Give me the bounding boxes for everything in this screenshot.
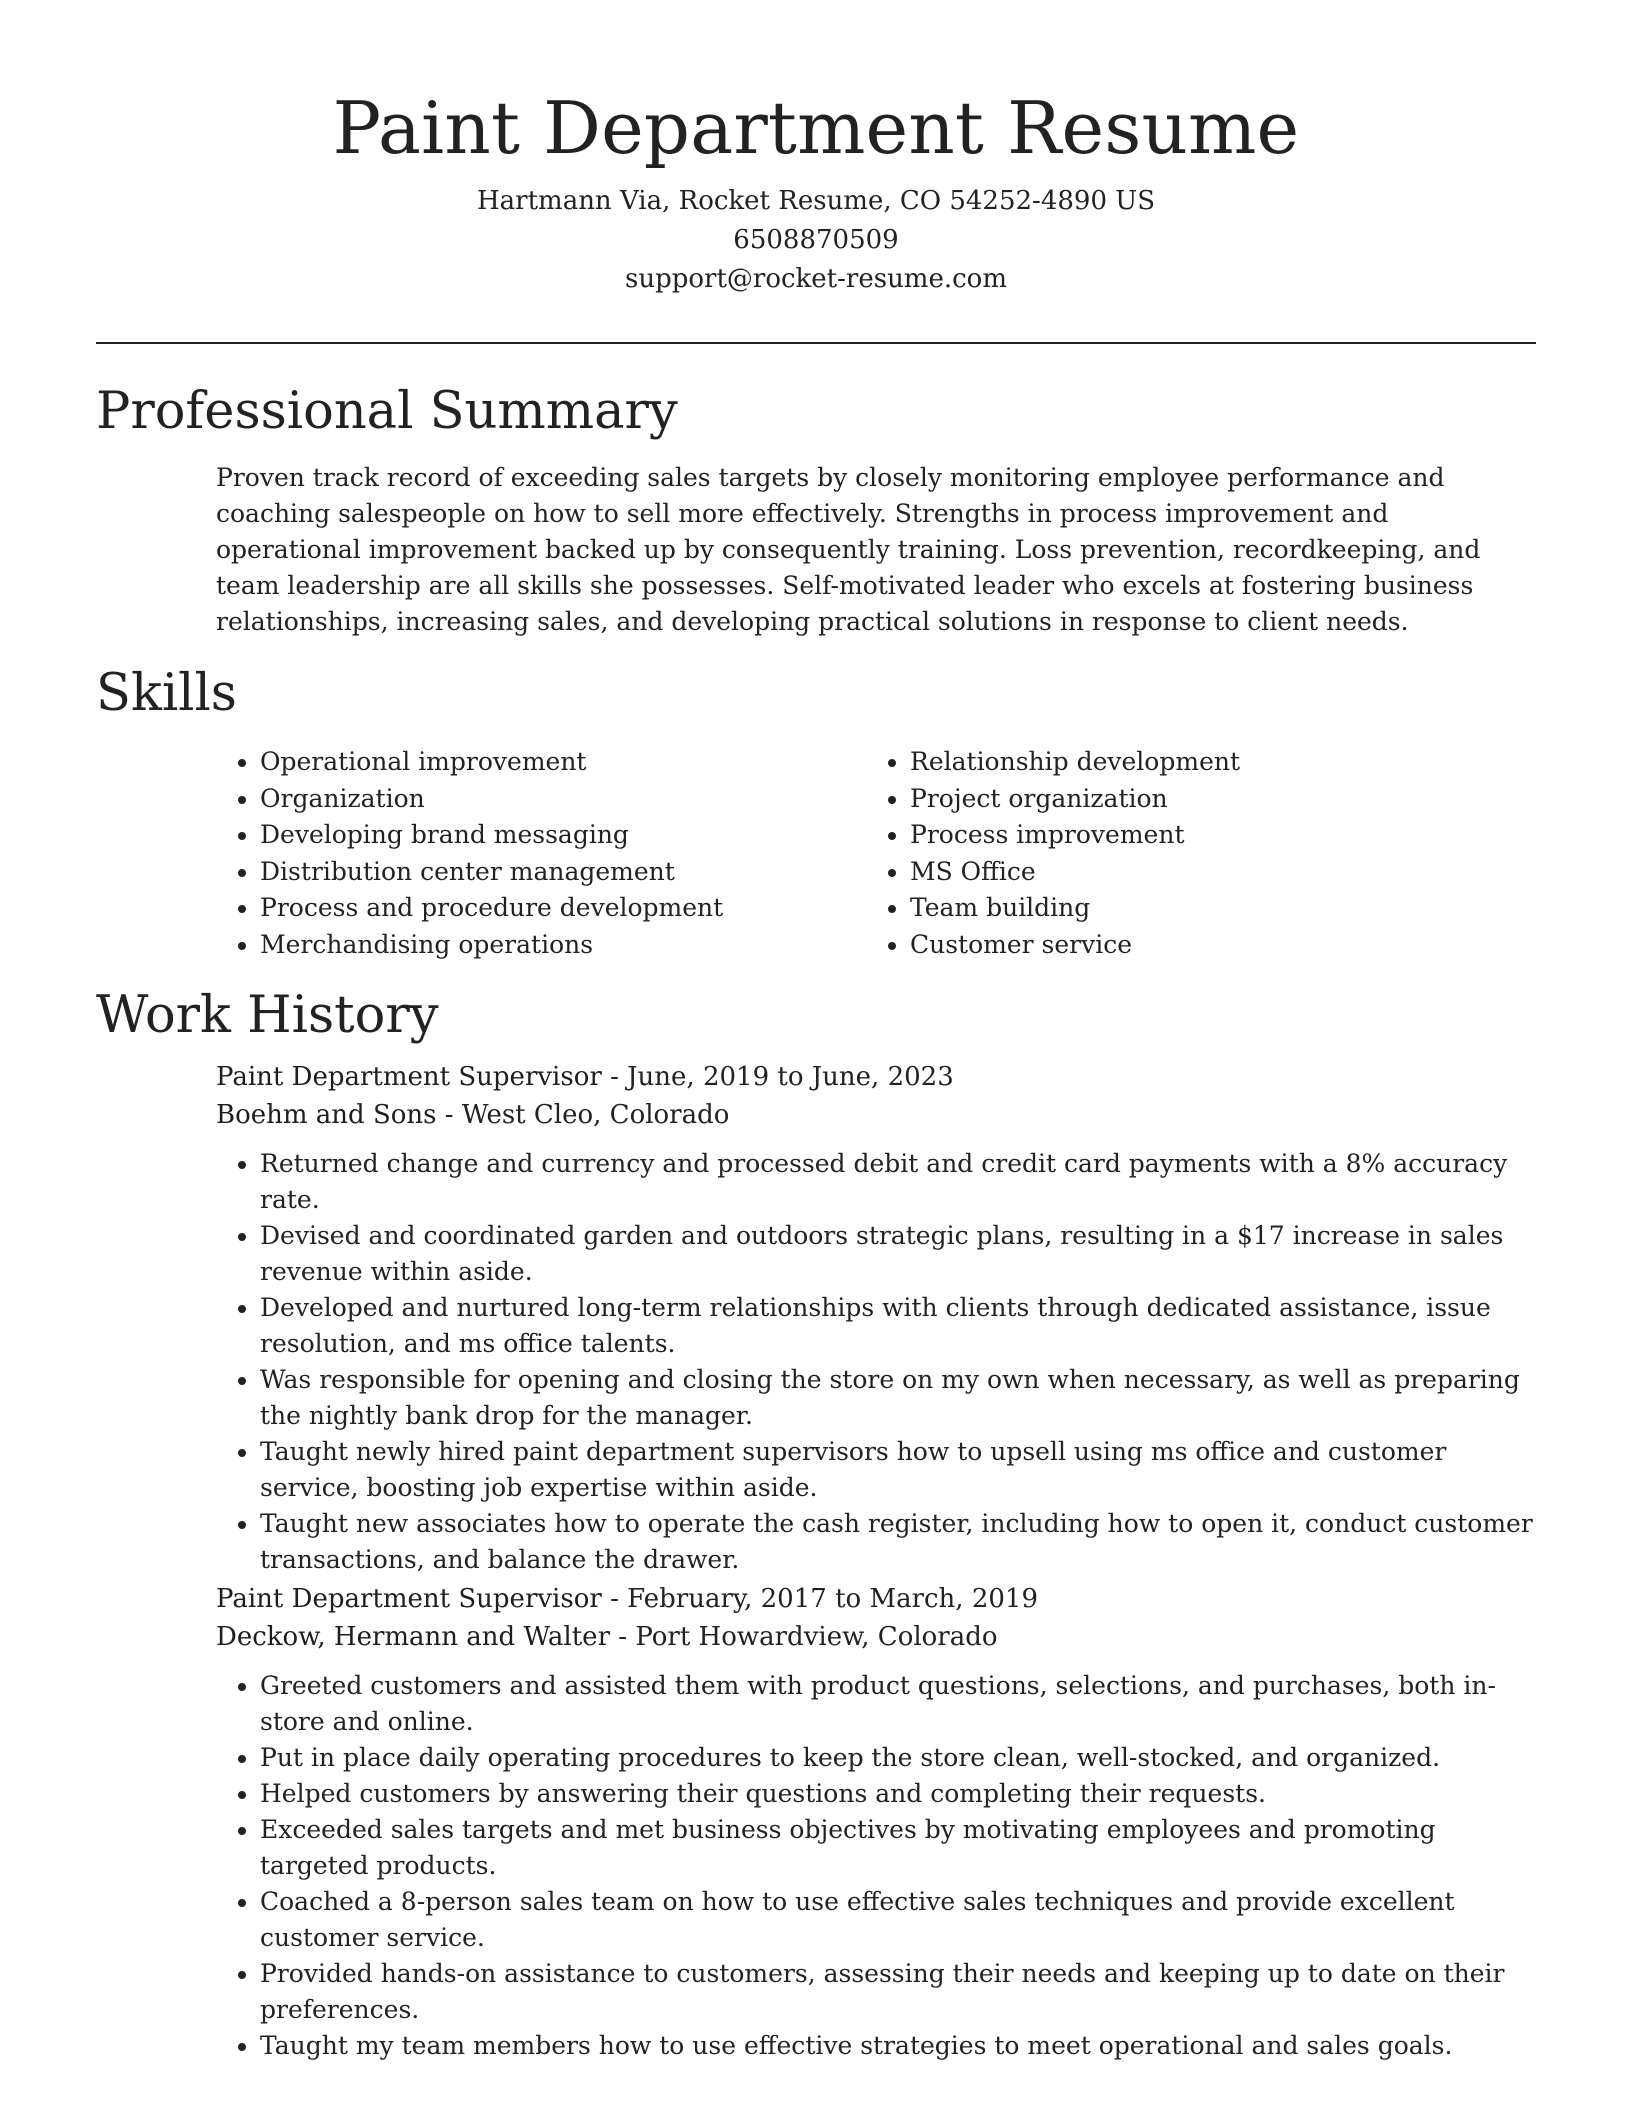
job-bullets	[216, 1146, 1536, 1578]
work-history-heading: Work History	[96, 986, 439, 1045]
job-title: Paint Department Supervisor	[216, 1584, 602, 1614]
job-bullet: • Greeted customers and assisted them with product questions, selections, and purchases, both in-store and online.	[260, 1668, 1536, 1740]
job-bullet: • Helped customers by answering their questions and completing their requests.	[260, 1776, 1536, 1812]
summary-text: Proven track record of exceeding sales targets by closely monitoring employee performance and coaching salespeople on how to sell more effectively. Strengths in process improvement and operational improvement backed up by consequently training. Loss prevention, recordkeeping, and team leadership are all skills she possesses. Self-motivated leader who excels at fostering business relationships, increasing sales, and developing practical solutions in response to client needs.	[216, 463, 1481, 636]
skills-column-right	[866, 744, 1516, 963]
job-bullet: • Taught my team members how to use effective strategies to meet operational and sales goals.	[260, 2028, 1536, 2064]
job-bullet: • Coached a 8-person sales team on how to use effective sales techniques and provide excellent customer service.	[260, 1884, 1536, 1956]
job-company-line	[216, 1096, 1536, 1134]
job-bullet: • Provided hands-on assistance to customers, assessing their needs and keeping up to date on their preferences.	[260, 1956, 1536, 2028]
job-bullets	[216, 1668, 1536, 2064]
job-location: - Port Howardview, Colorado	[610, 1622, 998, 1652]
resume-header	[0, 0, 1632, 299]
contact-block	[0, 182, 1632, 299]
skill-item: • MS Office	[910, 854, 1516, 891]
skill-item: • Distribution center management	[260, 854, 866, 891]
skill-item: • Process and procedure development	[260, 890, 866, 927]
skill-item: • Process improvement	[910, 817, 1516, 854]
job-company: Deckow, Hermann and Walter	[216, 1622, 610, 1652]
job-entry	[216, 1058, 1536, 1578]
job-title-line	[216, 1580, 1536, 1618]
contact-address: Hartmann Via, Rocket Resume, CO 54252-4890 US	[476, 186, 1156, 216]
skill-item: • Merchandising operations	[260, 927, 866, 964]
job-title: Paint Department Supervisor	[216, 1062, 602, 1092]
skills-list	[216, 744, 1516, 963]
job-title-line	[216, 1058, 1536, 1096]
job-bullet: • Devised and coordinated garden and outdoors strategic plans, resulting in a $17 increase in sales revenue within aside.	[260, 1218, 1536, 1290]
skill-item: • Organization	[260, 781, 866, 818]
skill-item: • Team building	[910, 890, 1516, 927]
job-company: Boehm and Sons	[216, 1100, 437, 1130]
skill-item: • Operational improvement	[260, 744, 866, 781]
contact-phone: 6508870509	[733, 225, 899, 255]
job-company-line	[216, 1618, 1536, 1656]
skill-item: • Developing brand messaging	[260, 817, 866, 854]
job-bullet: • Taught newly hired paint department supervisors how to upsell using ms office and customer service, boosting job expertise within aside.	[260, 1434, 1536, 1506]
contact-email: support@rocket-resume.com	[624, 264, 1007, 294]
job-bullet: • Exceeded sales targets and met business objectives by motivating employees and promoting targeted products.	[260, 1812, 1536, 1884]
job-bullet: • Taught new associates how to operate the cash register, including how to open it, conduct customer transactions, and balance the drawer.	[260, 1506, 1536, 1578]
skill-item: • Relationship development	[910, 744, 1516, 781]
header-divider	[96, 342, 1536, 344]
job-bullet: • Was responsible for opening and closing the store on my own when necessary, as well as preparing the nightly bank drop for the manager.	[260, 1362, 1536, 1434]
job-dates: - June, 2019 to June, 2023	[601, 1062, 954, 1092]
skills-heading: Skills	[96, 664, 237, 723]
job-bullet: • Put in place daily operating procedures to keep the store clean, well-stocked, and organized.	[260, 1740, 1536, 1776]
job-bullet: • Returned change and currency and processed debit and credit card payments with a 8% accuracy rate.	[260, 1146, 1536, 1218]
job-location: - West Cleo, Colorado	[436, 1100, 730, 1130]
skill-item: • Project organization	[910, 781, 1516, 818]
skills-column-left	[216, 744, 866, 963]
skill-item: • Customer service	[910, 927, 1516, 964]
job-entry	[216, 1580, 1536, 2064]
summary-heading: Professional Summary	[96, 382, 678, 441]
job-bullet: • Developed and nurtured long-term relationships with clients through dedicated assistance, issue resolution, and ms office talents.	[260, 1290, 1536, 1362]
job-dates: - February, 2017 to March, 2019	[601, 1584, 1038, 1614]
page-title: Paint Department Resume	[332, 86, 1300, 170]
